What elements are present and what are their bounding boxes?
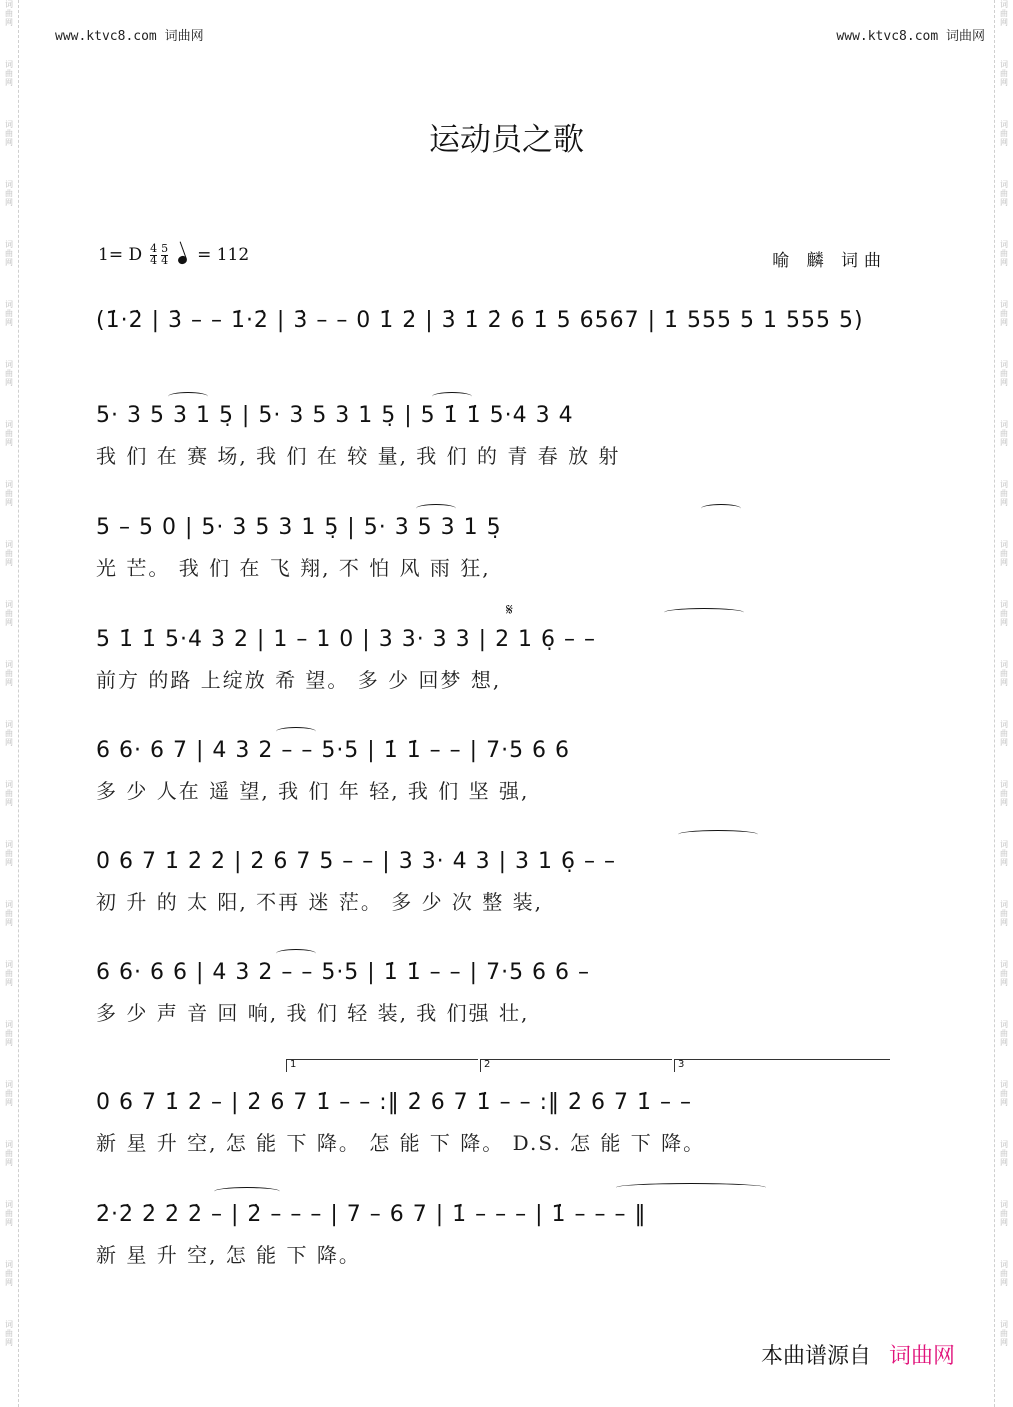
gutter-watermark: 词曲网 [1000, 1260, 1008, 1287]
lyrics-line: 新 星 升 空, 怎 能 下 降。 [96, 1243, 361, 1267]
gutter-watermark: 词曲网 [1000, 60, 1008, 87]
gutter-watermark: 词曲网 [5, 480, 13, 507]
gutter-watermark: 词曲网 [5, 60, 13, 87]
brand-link[interactable]: 词曲网 [888, 1344, 955, 1369]
notes-line: 6 6· 6 6 | 4 3 2 – – 5·5 | 1̇ 1̇ – – | 7·5 6 6 – [96, 960, 591, 985]
gutter-watermark: 词曲网 [5, 720, 13, 747]
notes-line: 0 6 7 1̇ 2̇ – | 2̇ 6 7 1̇ – – :‖ 2̇ 6 7 1̇ – – :‖ 2̇ 6 7 1̇ – – [96, 1090, 693, 1115]
notes-line: (1̇·2̇ | 3̇ – – 1̇·2̇ | 3̇ – – 0 1̇ 2̇ | 3̇ 1̇ 2̇ 6 1̇ 5 6567 | 1̇ 555 5 1 555 5) [96, 308, 864, 333]
gutter-watermark: 词曲网 [1000, 720, 1008, 747]
gutter-watermark: 词曲网 [5, 120, 13, 147]
gutter-watermark: 词曲网 [5, 840, 13, 867]
gutter-watermark: 词曲网 [5, 420, 13, 447]
key-signature: 1= D [98, 245, 143, 265]
gutter-watermark: 词曲网 [5, 1200, 13, 1227]
gutter-watermark: 词曲网 [5, 1080, 13, 1107]
notes-line: 5 1̇ 1̇ 5·4 3 2 | 1 – 1 0 | 3 3· 3 3 | 2 1 6̣ – – [96, 627, 597, 652]
lyrics-line: 新 星 升 空, 怎 能 下 降。 怎 能 下 降。 D.S. 怎 能 下 降。 [96, 1131, 706, 1155]
gutter-watermark: 词曲网 [1000, 840, 1008, 867]
notes-line: 0 6 7 1̇ 2̇ 2̇ | 2̇ 6 7 5 – – | 3 3· 4 3 | 3 1 6̣ – – [96, 849, 617, 874]
volta-3: 3 [674, 1059, 890, 1072]
time-signature-1: 4 4 [150, 242, 158, 267]
gutter-watermark: 词曲网 [1000, 600, 1008, 627]
gutter-watermark: 词曲网 [1000, 420, 1008, 447]
volta-2: 2 [480, 1059, 672, 1072]
gutter-watermark: 词曲网 [5, 1140, 13, 1167]
gutter-watermark: 词曲网 [5, 1260, 13, 1287]
notes-line: 2̇·2̇ 2̇ 2̇ 2̇ – | 2̇ – – – | 7 – 6 7 | 1̇ – – – | 1̇ – – – ‖ [96, 1202, 647, 1227]
gutter-watermark: 词曲网 [5, 1020, 13, 1047]
notes-line: 5· 3 5 3 1 5̣ | 5· 3 5 3 1 5̣ | 5 1̇ 1̇ 5·4 3 4 [96, 403, 574, 428]
key-tempo-line [98, 244, 249, 266]
gutter-watermark: 词曲网 [1000, 120, 1008, 147]
lyrics-line: 前方 的路 上绽放 希 望。 多 少 回梦 想, [96, 668, 502, 692]
gutter-watermark: 词曲网 [1000, 480, 1008, 507]
gutter-watermark: 词曲网 [5, 660, 13, 687]
right-watermark-strip [994, 0, 1013, 1407]
gutter-watermark: 词曲网 [5, 540, 13, 567]
gutter-watermark: 词曲网 [1000, 1320, 1008, 1347]
lyrics-line: 初 升 的 太 阳, 不再 迷 茫。 多 少 次 整 装, [96, 890, 544, 914]
notes-line: 5 – 5 0 | 5· 3 5 3 1 5̣ | 5· 3 5 3 1 5̣ [96, 515, 502, 540]
gutter-watermark: 词曲网 [1000, 900, 1008, 927]
lyrics-line: 多 少 声 音 回 响, 我 们 轻 装, 我 们强 壮, [96, 1001, 530, 1025]
site-watermark-right: www.ktvc8.com 词曲网 [836, 29, 985, 44]
gutter-watermark: 词曲网 [5, 300, 13, 327]
gutter-watermark: 词曲网 [1000, 300, 1008, 327]
volta-1: 1 [286, 1059, 478, 1072]
time-signature-2: 5 4 [161, 242, 169, 267]
source-footer [761, 1339, 955, 1370]
gutter-watermark: 词曲网 [5, 240, 13, 267]
gutter-watermark: 词曲网 [5, 1320, 13, 1347]
lyrics-line: 我 们 在 赛 场, 我 们 在 较 量, 我 们 的 青 春 放 射 [96, 444, 621, 468]
lyrics-line: 多 少 人在 遥 望, 我 们 年 轻, 我 们 坚 强, [96, 779, 530, 803]
gutter-watermark: 词曲网 [5, 0, 13, 27]
source-text: 本曲谱源自 [760, 1344, 871, 1369]
gutter-watermark: 词曲网 [5, 360, 13, 387]
gutter-watermark: 词曲网 [1000, 1200, 1008, 1227]
gutter-watermark: 词曲网 [5, 780, 13, 807]
gutter-watermark: 词曲网 [5, 180, 13, 207]
gutter-watermark: 词曲网 [1000, 540, 1008, 567]
gutter-watermark: 词曲网 [1000, 1140, 1008, 1167]
gutter-watermark: 词曲网 [1000, 180, 1008, 207]
notes-line: 6 6· 6 7 | 4 3 2 – – 5·5 | 1̇ 1̇ – – | 7·5 6 6 [96, 738, 571, 763]
gutter-watermark: 词曲网 [5, 900, 13, 927]
left-watermark-strip [0, 0, 19, 1407]
song-title: 运动员之歌 [429, 122, 584, 158]
gutter-watermark: 词曲网 [1000, 960, 1008, 987]
gutter-watermark: 词曲网 [1000, 660, 1008, 687]
site-watermark-left: www.ktvc8.com 词曲网 [55, 29, 204, 44]
gutter-watermark: 词曲网 [5, 600, 13, 627]
tempo-marking: = 112 [197, 245, 250, 265]
quarter-note-icon [177, 255, 188, 266]
author-credit: 喻 麟 词曲 [772, 251, 887, 271]
lyrics-line: 光 芒。 我 们 在 飞 翔, 不 怕 风 雨 狂, [96, 556, 491, 580]
gutter-watermark: 词曲网 [1000, 0, 1008, 27]
gutter-watermark: 词曲网 [1000, 1020, 1008, 1047]
segno-mark: 𝄋 [506, 600, 513, 619]
gutter-watermark: 词曲网 [1000, 780, 1008, 807]
gutter-watermark: 词曲网 [1000, 360, 1008, 387]
gutter-watermark: 词曲网 [1000, 240, 1008, 267]
gutter-watermark: 词曲网 [5, 960, 13, 987]
gutter-watermark: 词曲网 [1000, 1080, 1008, 1107]
